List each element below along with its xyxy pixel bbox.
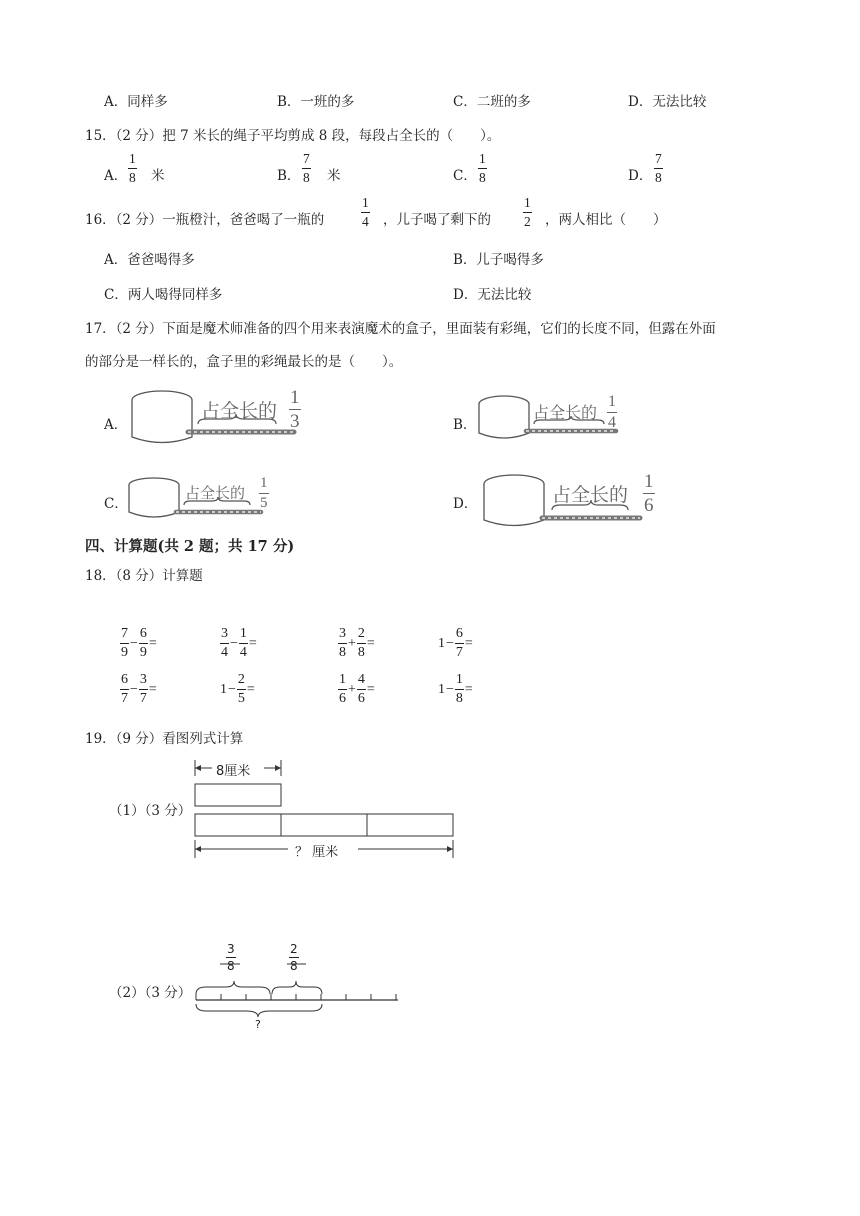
q19-stem: 19．（9 分）看图列式计算: [85, 731, 244, 747]
operator: −: [130, 681, 138, 697]
fraction-numerator: 1: [455, 672, 463, 687]
q14-option-d: D．无法比较: [628, 94, 707, 110]
equals-sign: =: [148, 635, 157, 651]
fraction-numerator: 6: [139, 626, 147, 641]
fraction-denominator: 7: [139, 691, 147, 706]
operator: −: [446, 681, 454, 697]
q17-option-c-caption: 占全长的: [185, 484, 246, 502]
q15-option-c-fraction: [478, 152, 487, 184]
fraction-denominator: 4: [221, 645, 228, 660]
q16-option-c: C．两人喝得同样多: [104, 287, 223, 303]
q17-option-d-caption: 占全长的: [552, 484, 629, 506]
fraction-numerator: 7: [121, 626, 128, 641]
q15-option-b-letter: B．: [277, 168, 301, 184]
q17-option-a-fraction: [289, 388, 301, 431]
fraction-numerator: 1: [362, 195, 369, 210]
operand-right: [239, 627, 248, 660]
q17-option-c-fraction: [259, 476, 269, 511]
operator: −: [130, 635, 138, 651]
fraction-denominator: 5: [260, 495, 268, 511]
fraction-numerator: 3: [221, 626, 228, 641]
q15-option-d-letter: D．: [628, 168, 653, 184]
q18-expression: [438, 627, 473, 660]
operand-left: 1: [438, 681, 445, 697]
fraction-denominator: 2: [524, 213, 531, 229]
operand-right: [357, 627, 366, 660]
operand-left: 1: [438, 635, 445, 651]
fraction-denominator: 9: [121, 645, 128, 660]
fraction-numerator: 1: [260, 475, 268, 491]
operator: +: [348, 681, 356, 697]
fraction-denominator: 8: [290, 959, 298, 973]
fraction-denominator: 4: [362, 213, 369, 229]
fraction-numerator: 1: [339, 672, 346, 687]
equals-sign: =: [464, 681, 473, 697]
q17-option-b-fraction: [607, 394, 617, 431]
operand-right: [237, 673, 246, 706]
q15-option-c-letter: C．: [453, 168, 477, 184]
fraction-denominator: 6: [339, 691, 346, 706]
fraction-denominator: 4: [239, 645, 247, 660]
q15-option-a-fraction: [128, 152, 137, 184]
q18-expression: [220, 673, 255, 706]
fraction-numerator: 4: [357, 672, 365, 687]
q16-stem-part2: ，儿子喝了剩下的: [383, 212, 491, 228]
fraction-denominator: 7: [455, 645, 463, 660]
fraction-denominator: 8: [129, 169, 136, 185]
operator: +: [348, 635, 356, 651]
fraction-denominator: 3: [290, 411, 300, 432]
fraction-numerator: 1: [129, 151, 136, 166]
operator: −: [446, 635, 454, 651]
q17-option-c-letter: C．: [104, 496, 128, 512]
q15-option-d-fraction: [654, 152, 663, 184]
q17-option-d-fraction: [643, 472, 655, 515]
q18-expression: [438, 673, 473, 706]
fraction-denominator: 8: [339, 645, 346, 660]
equals-sign: =: [464, 635, 473, 651]
fraction-denominator: 6: [644, 495, 654, 516]
operand-right: [139, 673, 148, 706]
fraction-denominator: 5: [237, 691, 245, 706]
operand-left: [338, 627, 347, 660]
fraction-denominator: 7: [121, 691, 128, 706]
operand-left: 1: [220, 681, 227, 697]
q17-option-a-letter: A．: [104, 417, 128, 433]
fraction-numerator: 2: [357, 626, 365, 641]
q19-part2-fraction-left: [226, 943, 236, 972]
q14-option-b: B．一班的多: [277, 94, 355, 110]
fraction-denominator: 8: [303, 169, 310, 185]
q15-option-a-letter: A．: [104, 168, 128, 184]
fraction-denominator: 8: [357, 645, 365, 660]
q16-option-b: B．儿子喝得多: [453, 252, 544, 268]
operand-left: [220, 627, 229, 660]
q17-option-d-letter: D．: [453, 496, 478, 512]
fraction-denominator: 9: [139, 645, 147, 660]
fraction-numerator: 7: [303, 151, 310, 166]
fraction-numerator: 2: [290, 942, 298, 956]
q14-option-c: C．二班的多: [453, 94, 531, 110]
equals-sign: =: [246, 681, 255, 697]
q16-stem-part3: ，两人相比（ ）: [545, 212, 667, 228]
q19-part1-label: （1）（3 分）: [109, 803, 192, 819]
q19-part2-label: （2）（3 分）: [109, 985, 192, 1001]
operator: −: [228, 681, 236, 697]
equals-sign: =: [248, 635, 257, 651]
q18-expression: [220, 627, 257, 660]
fraction-denominator: 8: [655, 169, 662, 185]
operand-right: [357, 673, 366, 706]
q18-expression: [120, 673, 157, 706]
q17-stem-line1: 17．（2 分）下面是魔术师准备的四个用来表演魔术的盒子，里面装有彩绳，它们的长度不同，但露在外面: [85, 321, 716, 337]
fraction-numerator: 1: [644, 471, 654, 492]
q17-option-b-letter: B．: [453, 417, 477, 433]
q16-stem-part1: 16．（2 分）一瓶橙汁，爸爸喝了一瓶的: [85, 212, 325, 228]
q19-part1-bottom-label: ？ 厘米: [293, 841, 340, 860]
fraction-denominator: 6: [357, 691, 365, 706]
fraction-numerator: 1: [608, 393, 616, 410]
fraction-numerator: 2: [237, 672, 245, 687]
q18-expression: [338, 627, 375, 660]
fraction-numerator: 3: [139, 672, 147, 687]
q18-expression: [338, 673, 375, 706]
operand-right: [139, 627, 148, 660]
fraction-numerator: 3: [227, 942, 235, 956]
fraction-numerator: 1: [524, 195, 531, 210]
q17-option-b-caption: 占全长的: [533, 403, 598, 422]
q16-fraction-son: [523, 196, 532, 228]
q17-option-a-caption: 占全长的: [201, 400, 278, 422]
q19-part1-top-label: 8厘米: [214, 760, 252, 779]
fraction-numerator: 1: [290, 387, 300, 408]
fraction-numerator: 1: [239, 626, 247, 641]
q19-part2-question-mark: ?: [255, 1018, 261, 1031]
q17-stem-line2: 的部分是一样长的，盒子里的彩绳最长的是（ ）。: [85, 354, 403, 370]
operand-left: [120, 673, 129, 706]
fraction-numerator: 7: [655, 151, 662, 166]
fraction-numerator: 3: [339, 626, 346, 641]
equals-sign: =: [148, 681, 157, 697]
q15-option-b-unit: 米: [327, 168, 341, 184]
q15-option-b-fraction: [302, 152, 311, 184]
q16-fraction-father: [361, 196, 370, 228]
operand-right: [455, 673, 464, 706]
equals-sign: =: [366, 635, 375, 651]
operand-left: [120, 627, 129, 660]
fraction-denominator: 8: [227, 959, 235, 973]
operand-right: [455, 627, 464, 660]
fraction-denominator: 4: [608, 414, 616, 431]
q15-stem: 15．（2 分）把 7 米长的绳子平均剪成 8 段，每段占全长的（ ）。: [85, 128, 501, 144]
fraction-numerator: 1: [479, 151, 486, 166]
q16-option-a: A．爸爸喝得多: [104, 252, 195, 268]
q15-option-a-unit: 米: [151, 168, 165, 184]
q18-expression: [120, 627, 157, 660]
operand-left: [338, 673, 347, 706]
fraction-numerator: 6: [455, 626, 463, 641]
q16-option-d: D．无法比较: [453, 287, 532, 303]
fraction-denominator: 8: [455, 691, 463, 706]
q14-option-a: A．同样多: [104, 94, 168, 110]
q19-part2-fraction-right: [289, 943, 299, 972]
equals-sign: =: [366, 681, 375, 697]
section-title: 四、计算题(共 2 题；共 17 分): [85, 538, 295, 555]
operator: −: [230, 635, 238, 651]
q18-stem: 18．（8 分）计算题: [85, 568, 203, 584]
fraction-denominator: 8: [479, 169, 486, 185]
fraction-numerator: 6: [121, 672, 128, 687]
